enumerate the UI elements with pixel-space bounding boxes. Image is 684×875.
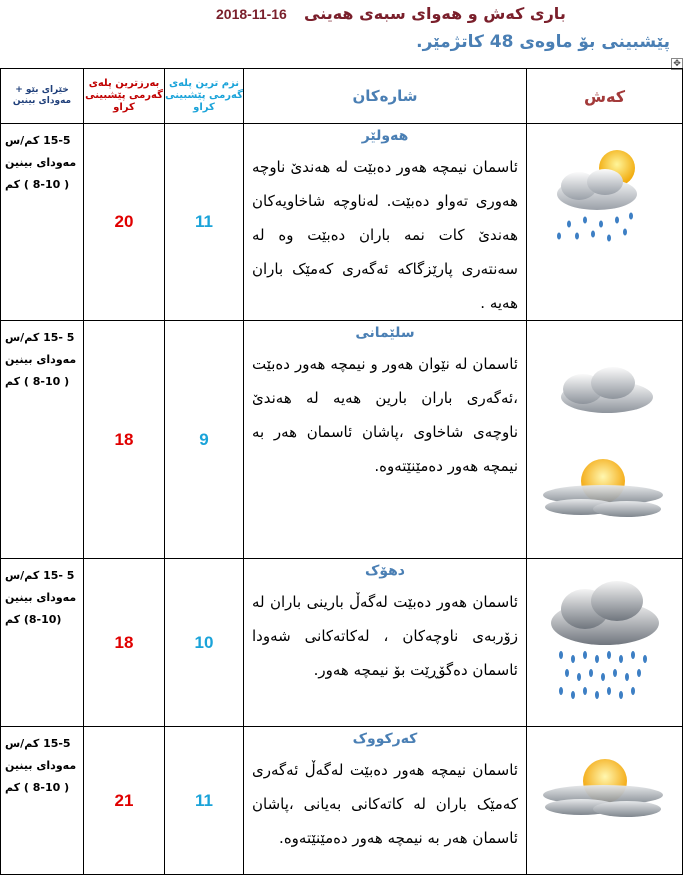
forecast-table <box>0 68 683 875</box>
city-forecast <box>244 559 527 727</box>
weather-icon-cell <box>527 124 683 321</box>
max-temp: 18 <box>84 559 165 727</box>
page-subtitle: پێشبینی بۆ ماوەی 48 کاتژمێر. <box>416 32 670 52</box>
table-header-row <box>1 69 683 124</box>
max-temp: 21 <box>84 727 165 875</box>
table-move-handle-icon[interactable]: ✥ <box>671 58 683 70</box>
sun-behind-haze-icon <box>541 451 665 521</box>
sun-behind-haze-icon <box>541 751 665 821</box>
city-name: کەرکووک <box>352 731 418 747</box>
city-name: سلێمانی <box>355 325 415 341</box>
wind-cell: 5 -15 کم/س مەودای بینین (8-10) کم <box>1 559 84 727</box>
forecast-date: 2018-11-16 <box>216 6 287 22</box>
max-temp: 20 <box>84 124 165 321</box>
wind-cell: 15-5 کم/س مەودای بینین ( 8-10 ) کم <box>1 124 84 321</box>
column-header-max: بەرزترین پلەی گەرمی پێشبینی کراو <box>84 69 165 124</box>
weather-icon-cell <box>527 727 683 875</box>
forecast-text: ئاسمان هەور دەبێت لەگەڵ بارینی باران لە زۆربەی ناوچەکان ، لەکاتەکانی شەودا ئاسمان دەگۆڕێت بۆ نیمچە هەور. <box>252 593 518 679</box>
city-forecast <box>244 727 527 875</box>
min-temp: 10 <box>165 559 244 727</box>
partly-cloudy-rain-icon <box>547 146 657 246</box>
min-temp: 9 <box>165 321 244 559</box>
header-line <box>0 4 684 26</box>
table-row <box>1 124 683 321</box>
min-temp: 11 <box>165 727 244 875</box>
table-row <box>1 321 683 559</box>
column-header-city: شارەکان <box>244 69 527 124</box>
weather-icon-cell <box>527 559 683 727</box>
wind-cell: 5 -15 کم/س مەودای بینین ( 8-10 ) کم <box>1 321 84 559</box>
min-temp: 11 <box>165 124 244 321</box>
forecast-text: ئاسمان لە نێوان هەور و نیمچە هەور دەبێت ،ئەگەری باران بارین هەیە لە هەندێ ناوچەی شاخاوی ،پاشان ئاسمان هەر بە نیمچە هەور دەمێنێتەوە. <box>252 355 518 475</box>
city-name: هەولێر <box>361 128 409 144</box>
wind-cell: 15-5 کم/س مەودای بینین ( 8-10 ) کم <box>1 727 84 875</box>
city-name: دهۆک <box>364 563 405 579</box>
table-row <box>1 727 683 875</box>
max-temp: 18 <box>84 321 165 559</box>
forecast-text: ئاسمان نیمچە هەور دەبێت لە هەندێ ناوچە هەوری تەواو دەبێت. لەناوچە شاخاویەکان هەندێ کات نمە باران دەبێت وە لە سەنتەری پارێزگاکە ئەگەری کەمێک باران هەیە . <box>252 158 518 312</box>
column-header-min: نزم ترین پلەی گەرمی پێشبینی کراو <box>165 69 244 124</box>
forecast-text: ئاسمان نیمچە هەور دەبێت لەگەڵ ئەگەری کەمێک باران لە کاتەکانی بەیانی ،پاشان ئاسمان هەر بە نیمچە هەور دەمێنێتەوە. <box>252 761 518 847</box>
table-row <box>1 559 683 727</box>
city-forecast <box>244 124 527 321</box>
page-title: باری کەش و هەوای سبەی هەینی <box>304 4 566 23</box>
cloudy-icon <box>549 359 659 419</box>
heavy-rain-icon <box>545 579 665 709</box>
city-forecast <box>244 321 527 559</box>
column-header-weather: کەش <box>527 69 683 124</box>
weather-icon-cell <box>527 321 683 559</box>
column-header-wind: خێرای بێو + مەودای بینین <box>1 69 84 124</box>
